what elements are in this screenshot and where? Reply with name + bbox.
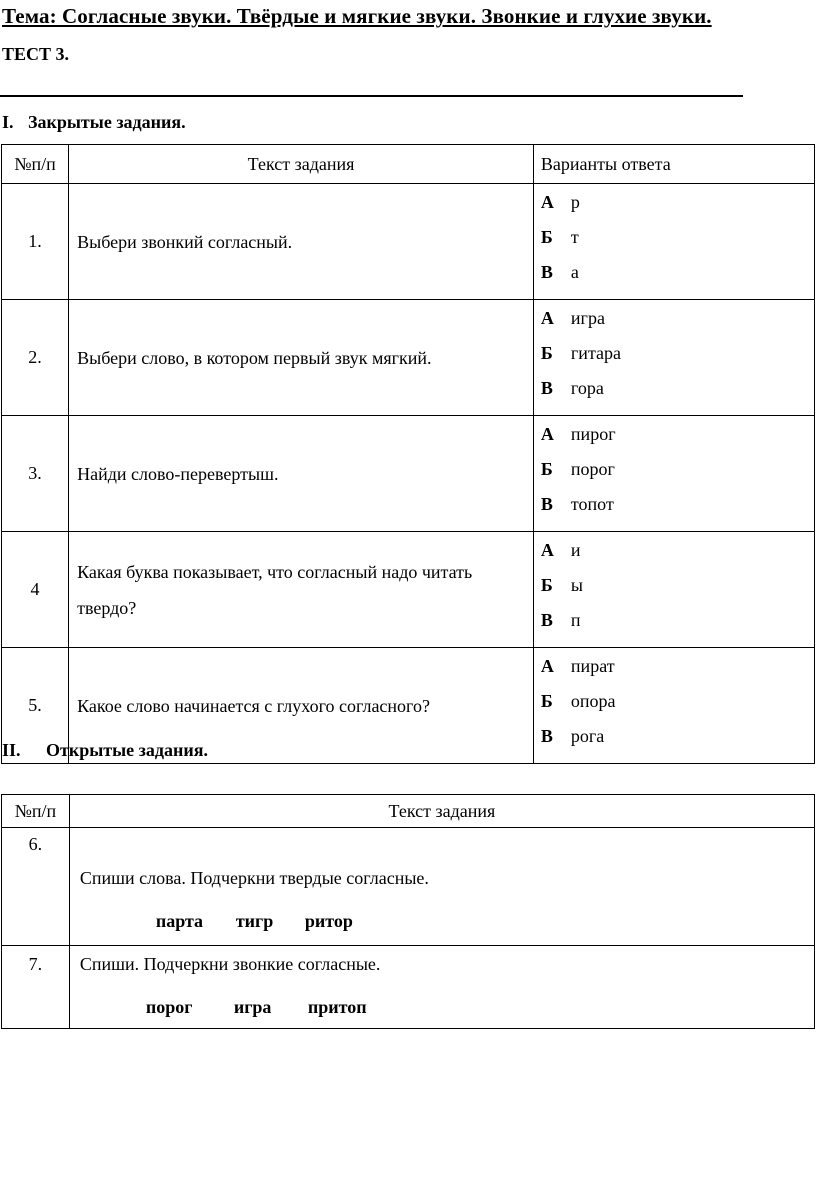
task-question: Какая буква показывает, что согласный надо читать твердо?	[69, 532, 534, 648]
task-question: Какое слово начинается с глухого согласного?	[69, 648, 534, 764]
table-row	[2, 946, 815, 1029]
option-c: В а	[540, 262, 579, 282]
answer-options	[533, 648, 814, 764]
task-number: 1.	[2, 184, 69, 300]
header-number: №п/п	[2, 145, 69, 184]
closed-tasks-table	[1, 144, 815, 764]
task-number: 2.	[2, 300, 69, 416]
word: притоп	[307, 997, 367, 1017]
option-b: Б ы	[540, 575, 584, 595]
answer-options	[533, 416, 814, 532]
test-number: ТЕСТ 3.	[2, 44, 70, 64]
section-label: Открытые задания.	[46, 740, 208, 760]
task-number: 7.	[2, 946, 70, 1029]
section-open-heading	[2, 740, 208, 761]
task-number: 5.	[2, 648, 69, 764]
option-c: В топот	[540, 494, 614, 514]
task-cell	[69, 946, 814, 1029]
table-header-row	[2, 145, 815, 184]
table-row	[2, 532, 815, 648]
task-question: Выбери слово, в котором первый звук мягкий.	[69, 300, 534, 416]
word: парта	[155, 911, 204, 931]
word-list	[70, 997, 814, 1018]
option-c: В п	[540, 610, 581, 630]
table-row	[2, 300, 815, 416]
option-b: Б гитара	[540, 343, 622, 363]
option-a: А пирог	[540, 424, 616, 444]
option-b: Б т	[540, 227, 579, 247]
open-tasks-table	[1, 794, 815, 1029]
header-number: №п/п	[2, 795, 70, 828]
option-c: В гора	[540, 378, 604, 398]
section-number: I.	[2, 112, 14, 132]
option-b: Б порог	[540, 459, 615, 479]
header-task: Текст задания	[69, 795, 814, 828]
table-row	[2, 828, 815, 946]
option-c: В рога	[540, 726, 605, 746]
task-question: Найди слово-перевертыш.	[69, 416, 534, 532]
table-header-row	[2, 795, 815, 828]
word: тигр	[235, 911, 274, 931]
task-question: Выбери звонкий согласный.	[69, 184, 534, 300]
task-text: Спиши. Подчеркни звонкие согласные.	[79, 954, 381, 974]
section-closed-heading	[2, 112, 186, 133]
header-options: Варианты ответа	[533, 145, 814, 184]
header-task: Текст задания	[69, 145, 534, 184]
name-line	[0, 95, 743, 97]
section-number: II.	[2, 740, 21, 760]
word: ритор	[304, 911, 353, 931]
task-number: 6.	[2, 828, 70, 946]
task-number: 3.	[2, 416, 69, 532]
task-text: Спиши слова. Подчеркни твердые согласные.	[79, 868, 429, 888]
option-a: А и	[540, 540, 581, 560]
answer-options	[533, 532, 814, 648]
word: игра	[233, 997, 272, 1017]
table-row	[2, 184, 815, 300]
answer-options	[533, 184, 814, 300]
task-cell	[69, 828, 814, 946]
word-list	[70, 911, 814, 932]
page-title: Тема: Согласные звуки. Твёрдые и мягкие звуки. Звонкие и глухие звуки.	[2, 4, 712, 28]
answer-options	[533, 300, 814, 416]
option-a: А р	[540, 192, 580, 212]
word: порог	[145, 997, 193, 1017]
option-a: А пират	[540, 656, 615, 676]
table-row	[2, 416, 815, 532]
option-a: А игра	[540, 308, 605, 328]
option-b: Б опора	[540, 691, 616, 711]
section-label: Закрытые задания.	[28, 112, 186, 132]
task-number: 4	[2, 532, 69, 648]
